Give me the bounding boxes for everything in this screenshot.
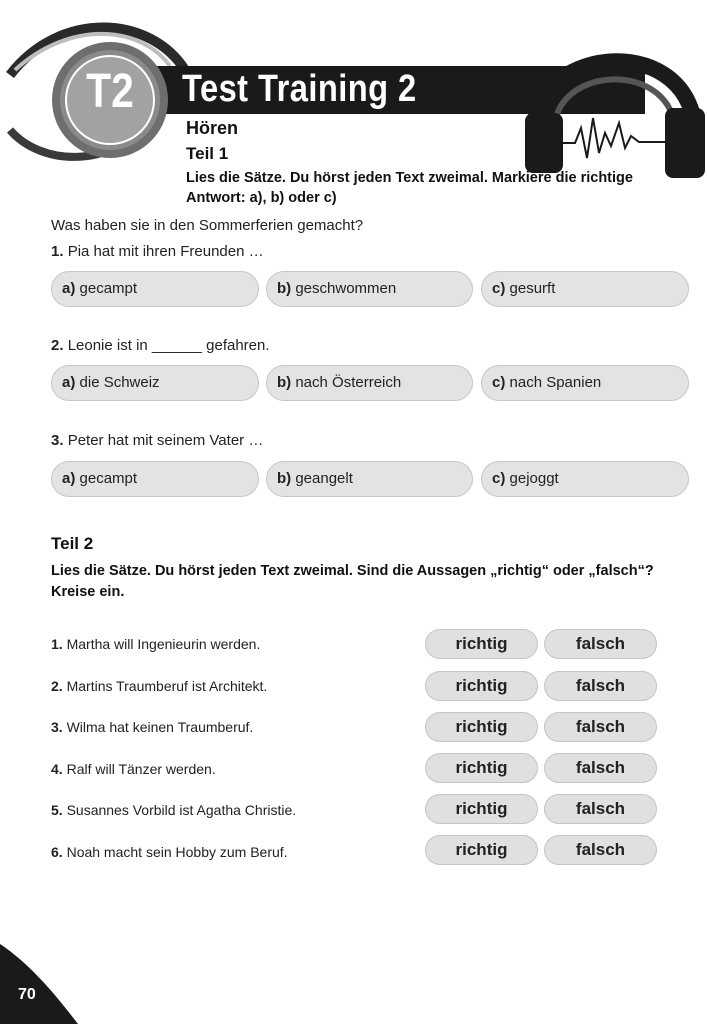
question-text: Pia hat mit ihren Freunden … [67, 243, 264, 260]
q2-option-a[interactable]: a) die Schweiz [51, 365, 259, 401]
statement-2: 2. Martins Traumberuf ist Architekt. [51, 678, 268, 694]
s3-richtig-button[interactable]: richtig [425, 712, 538, 742]
page-title: Test Training 2 [182, 68, 417, 110]
s1-richtig-button[interactable]: richtig [425, 629, 538, 659]
s5-richtig-button[interactable]: richtig [425, 794, 538, 824]
statement-1: 1. Martha will Ingenieurin werden. [51, 636, 261, 652]
badge-label: T2 [86, 65, 134, 118]
s2-richtig-button[interactable]: richtig [425, 671, 538, 701]
s6-falsch-button[interactable]: falsch [544, 835, 657, 865]
q3-option-c[interactable]: c) gejoggt [481, 461, 689, 497]
part1-title: Teil 1 [186, 144, 229, 163]
question-number: 3. [51, 432, 64, 449]
statement-5: 5. Susannes Vorbild ist Agatha Christie. [51, 802, 297, 818]
part1-instruction: Lies die Sätze. Du hörst jeden Text zweimal. Markiere die richtige Antwort: a), b) oder c) [186, 170, 633, 206]
q3-option-b[interactable]: b) geangelt [266, 461, 473, 497]
part2-instruction: Lies die Sätze. Du hörst jeden Text zweimal. Sind die Aussagen „richtig“ oder „falsch“? Kreise ein. [51, 563, 654, 600]
section-title: Hören [186, 118, 239, 138]
q3-option-a[interactable]: a) gecampt [51, 461, 259, 497]
question-2 [51, 337, 270, 354]
q1-option-b[interactable]: b) geschwommen [266, 271, 473, 307]
s4-richtig-button[interactable]: richtig [425, 753, 538, 783]
s3-falsch-button[interactable]: falsch [544, 712, 657, 742]
headphones-icon [515, 18, 707, 178]
part2-title: Teil 2 [51, 534, 94, 553]
q2-option-c[interactable]: c) nach Spanien [481, 365, 689, 401]
question-text: Leonie ist in ______ gefahren. [67, 337, 270, 354]
s6-richtig-button[interactable]: richtig [425, 835, 538, 865]
s4-falsch-button[interactable]: falsch [544, 753, 657, 783]
q1-option-c[interactable]: c) gesurft [481, 271, 689, 307]
q2-option-b[interactable]: b) nach Österreich [266, 365, 473, 401]
statement-3: 3. Wilma hat keinen Traumberuf. [51, 719, 254, 735]
part1-intro: Was haben sie in den Sommerferien gemacht? [51, 217, 364, 234]
s5-falsch-button[interactable]: falsch [544, 794, 657, 824]
page-number: 70 [18, 986, 36, 1003]
question-number: 2. [51, 337, 64, 354]
question-number: 1. [51, 243, 64, 260]
statement-4: 4. Ralf will Tänzer werden. [51, 761, 216, 777]
question-1 [51, 243, 264, 260]
s1-falsch-button[interactable]: falsch [544, 629, 657, 659]
statement-6: 6. Noah macht sein Hobby zum Beruf. [51, 844, 288, 860]
s2-falsch-button[interactable]: falsch [544, 671, 657, 701]
q1-option-a[interactable]: a) gecampt [51, 271, 259, 307]
question-3 [51, 432, 263, 449]
page-corner-graphic [0, 944, 80, 1024]
question-text: Peter hat mit seinem Vater … [67, 432, 264, 449]
